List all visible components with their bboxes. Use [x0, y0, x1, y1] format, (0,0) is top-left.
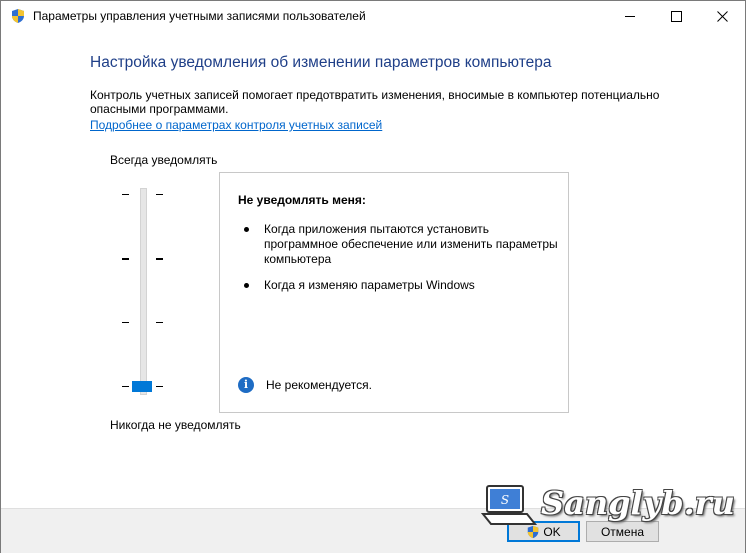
- slider-thumb[interactable]: [132, 381, 152, 392]
- note-text: Не рекомендуется.: [266, 378, 372, 392]
- cancel-button-label: Отмена: [600, 524, 645, 539]
- bullet-text: Когда я изменяю параметры Windows: [264, 278, 475, 292]
- title-bar[interactable]: [1, 1, 745, 31]
- slider-tick: [156, 386, 163, 387]
- panel-title: Не уведомлять меня:: [238, 193, 366, 207]
- watermark-text: Sanglyb.ru: [541, 484, 735, 522]
- slider-tick: [122, 322, 129, 323]
- slider-tick: [156, 258, 163, 260]
- page-title: Настройка уведомления об изменении параметров компьютера: [90, 54, 552, 71]
- bullet-text: Когда приложения пытаются установить программное обеспечение или изменить параметры компьютера: [264, 222, 558, 266]
- description-text: Контроль учетных записей помогает предотвратить изменения, вносимые в компьютер потенциально опасными программами.: [90, 88, 660, 116]
- list-item: [238, 222, 558, 267]
- laptop-icon: [481, 484, 539, 530]
- maximize-button[interactable]: [653, 1, 699, 31]
- slider-tick: [122, 386, 129, 387]
- slider-tick: [156, 322, 163, 323]
- slider-tick: [122, 194, 129, 195]
- notification-level-slider[interactable]: [140, 188, 147, 395]
- uac-shield-icon: [10, 8, 26, 24]
- svg-text:S: S: [500, 493, 510, 507]
- minimize-button[interactable]: [607, 1, 653, 31]
- slider-tick: [122, 258, 129, 260]
- slider-tick: [156, 194, 163, 195]
- level-description-panel: [219, 172, 569, 413]
- ok-button-label: OK: [543, 524, 561, 539]
- maximize-icon: [671, 11, 682, 22]
- bullet-icon: [244, 283, 249, 288]
- watermark: [479, 478, 741, 533]
- slider-bottom-label: Никогда не уведомлять: [110, 418, 241, 432]
- bullet-icon: [244, 227, 249, 232]
- learn-more-link[interactable]: Подробнее о параметрах контроля учетных записей: [90, 118, 383, 132]
- list-item: [238, 278, 558, 293]
- minimize-icon: [625, 16, 635, 17]
- close-icon: [717, 11, 728, 22]
- info-icon: i: [238, 377, 254, 393]
- slider-top-label: Всегда уведомлять: [110, 153, 218, 167]
- window-title: Параметры управления учетными записями пользователей: [33, 9, 366, 23]
- close-button[interactable]: [699, 1, 745, 31]
- bullet-list: [238, 222, 558, 304]
